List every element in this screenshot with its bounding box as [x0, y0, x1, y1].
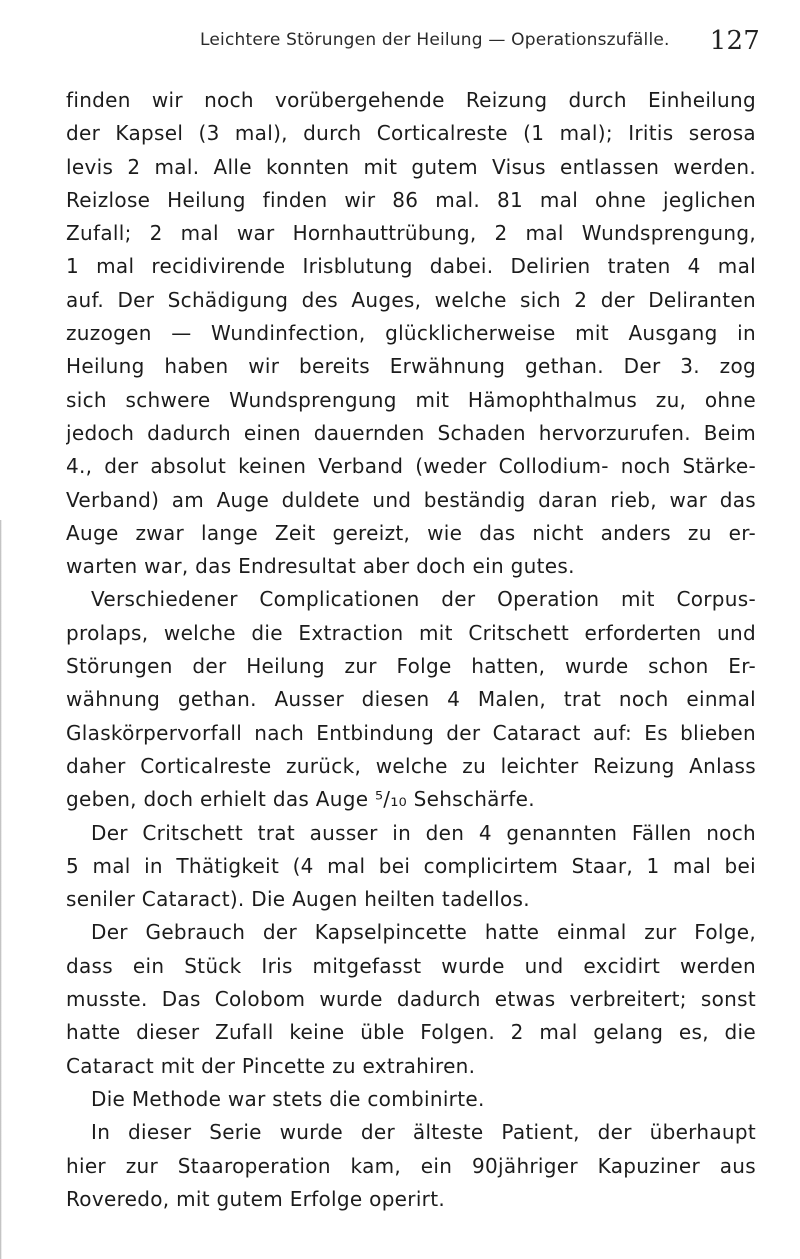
text-line: Störungen der Heilung zur Folge hatten, wurde schon Er-	[66, 654, 756, 679]
text-line: Reizlose Heilung finden wir 86 mal. 81 mal ohne jeglichen	[66, 187, 756, 212]
text-line: 4., der absolut keinen Verband (weder Collodium- noch Stärke-	[66, 454, 756, 479]
text-line: zuzogen — Wundinfection, glücklicherweise mit Ausgang in	[66, 321, 756, 346]
text-line: musste. Das Colobom wurde dadurch etwas verbreitert; sonst	[66, 987, 756, 1012]
text-line: Roveredo, mit gutem Erfolge operirt.	[66, 1186, 445, 1211]
text-line: seniler Cataract). Die Augen heilten tadellos.	[66, 887, 530, 912]
text-line: Verschiedener Complicationen der Operation mit Corpus-	[91, 587, 756, 612]
text-line: sich schwere Wundsprengung mit Hämophthalmus zu, ohne	[66, 387, 756, 412]
text-line: Die Methode war stets die combinirte.	[91, 1086, 485, 1111]
text-line: Der Critschett trat ausser in den 4 genannten Fällen noch	[91, 820, 756, 845]
text-line: Auge zwar lange Zeit gereizt, wie das nicht anders zu er-	[66, 520, 756, 545]
running-title: Leichtere Störungen der Heilung — Operationszufälle.	[200, 30, 670, 50]
text-line: jedoch dadurch einen dauernden Schaden hervorzurufen. Beim	[66, 420, 756, 445]
text-line: wähnung gethan. Ausser diesen 4 Malen, trat noch einmal	[66, 687, 756, 712]
text-line: prolaps, welche die Extraction mit Critschett erforderten und	[66, 620, 756, 645]
text-line: finden wir noch vorübergehende Reizung durch Einheilung	[66, 88, 756, 112]
text-line: auf. Der Schädigung des Auges, welche sich 2 der Deliranten	[66, 287, 756, 312]
text-line: Glaskörpervorfall nach Entbindung der Cataract auf: Es blieben	[66, 720, 756, 745]
text-line: 1 mal recidivirende Irisblutung dabei. Delirien traten 4 mal	[66, 254, 756, 279]
text-line: Der Gebrauch der Kapselpincette hatte einmal zur Folge,	[91, 920, 756, 945]
running-head	[200, 26, 760, 56]
text-line: In dieser Serie wurde der älteste Patient, der überhaupt	[91, 1120, 756, 1145]
text-line: Zufall; 2 mal war Hornhauttrübung, 2 mal Wundsprengung,	[66, 221, 756, 246]
text-line: levis 2 mal. Alle konnten mit gutem Visus entlassen werden.	[66, 154, 756, 179]
text-line: der Kapsel (3 mal), durch Corticalreste (1 mal); Iritis serosa	[66, 121, 756, 146]
text-line: hier zur Staaroperation kam, ein 90jähriger Kapuziner aus	[66, 1153, 756, 1178]
text-line: hatte dieser Zufall keine üble Folgen. 2 mal gelang es, die	[66, 1020, 756, 1045]
text-line: Verband) am Auge duldete und beständig daran rieb, war das	[66, 487, 756, 512]
text-line: warten war, das Endresultat aber doch ein gutes.	[66, 554, 575, 579]
page-binding-edge	[0, 520, 2, 1259]
text-line: Cataract mit der Pincette zu extrahiren.	[66, 1053, 476, 1078]
page-number: 127	[709, 26, 760, 56]
body-text	[66, 84, 756, 1216]
text-line: geben, doch erhielt das Auge ⁵/₁₀ Sehschärfe.	[66, 787, 535, 812]
text-line: daher Corticalreste zurück, welche zu leichter Reizung Anlass	[66, 753, 756, 778]
text-line: dass ein Stück Iris mitgefasst wurde und excidirt werden	[66, 953, 756, 978]
text-line: Heilung haben wir bereits Erwähnung gethan. Der 3. zog	[66, 354, 756, 379]
text-line: 5 mal in Thätigkeit (4 mal bei complicirtem Staar, 1 mal bei	[66, 853, 756, 878]
